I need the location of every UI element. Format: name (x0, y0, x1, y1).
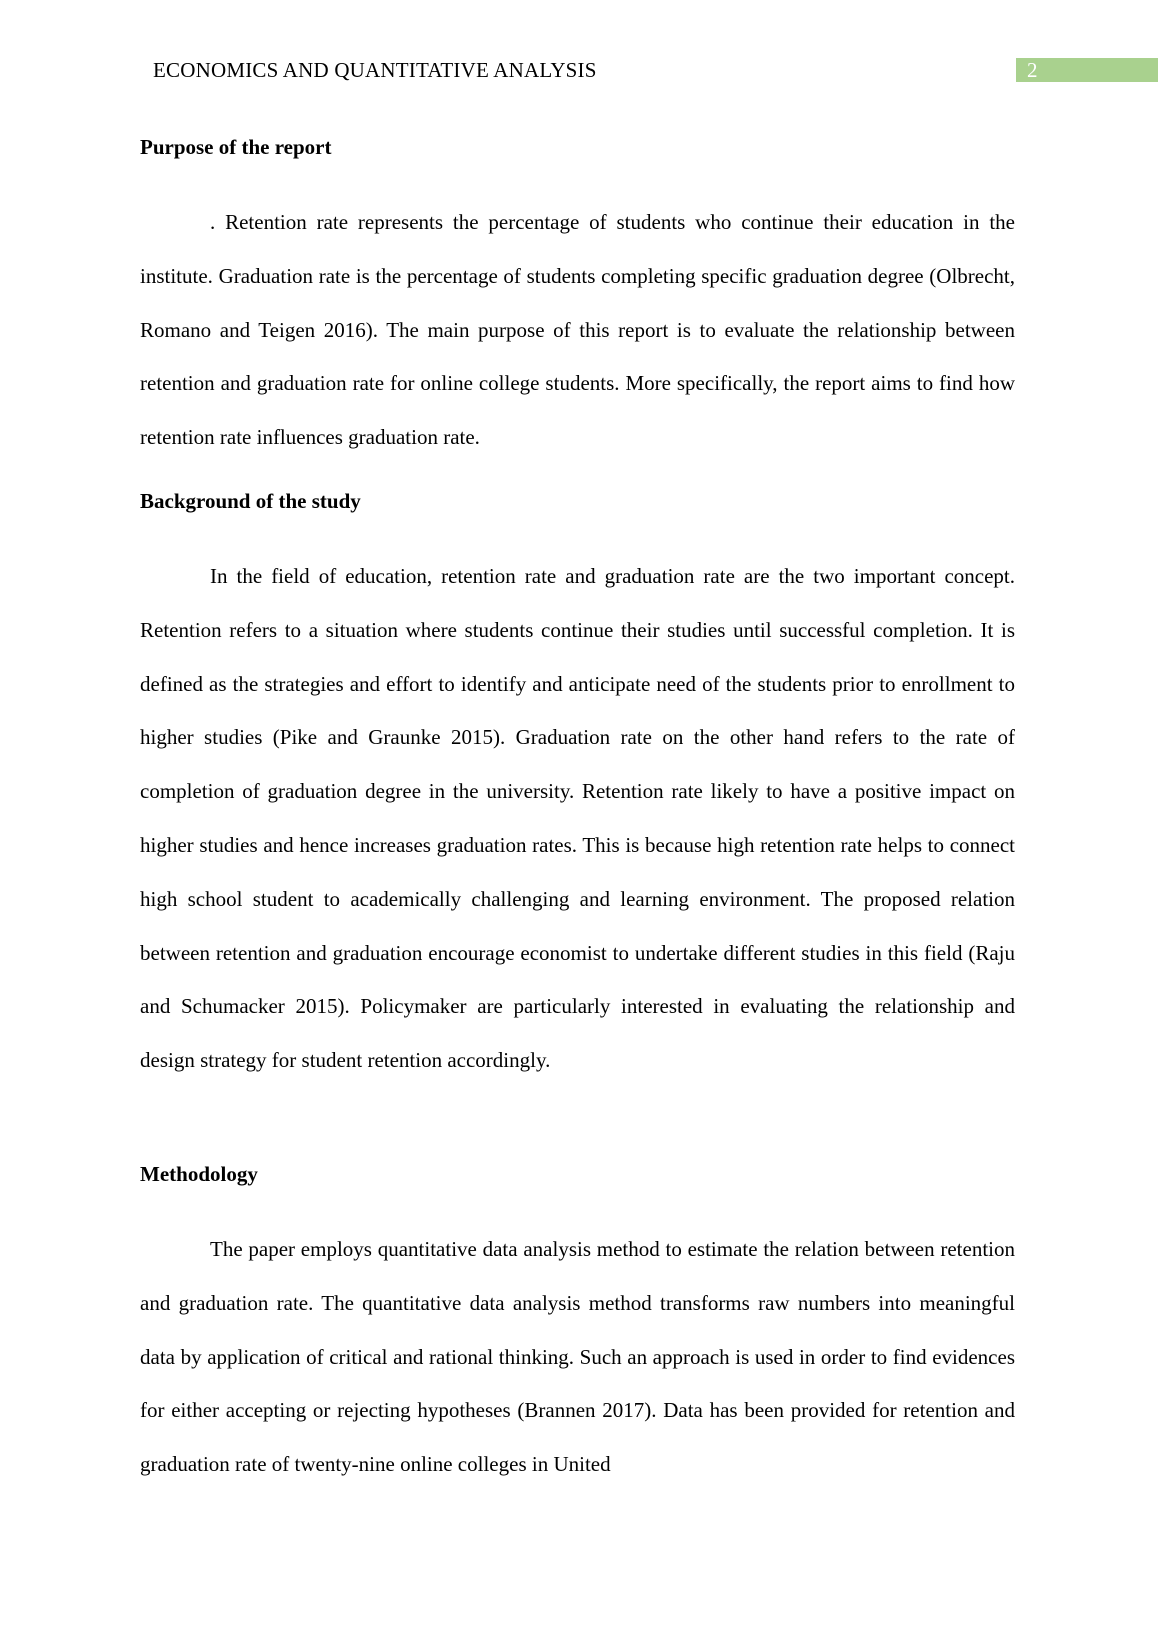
paragraph-background: In the field of education, retention rate and graduation rate are the two important concept. Retention refers to a situation where students continue their studies until successful completion. It is defined as the strategies and effort to identify and anticipate need of the students prior to enrollment to higher studies (Pike and Graunke 2015). Graduation rate on the other hand refers to the rate of completion of graduation degree in the university. Retention rate likely to have a positive impact on higher studies and hence increases graduation rates. This is because high retention rate helps to connect high school student to academically challenging and learning environment. The proposed relation between retention and graduation encourage economist to undertake different studies in this field (Raju and Schumacker 2015). Policymaker are particularly interested in evaluating the relationship and design strategy for student retention accordingly. (140, 564, 1015, 1073)
paragraph-methodology: The paper employs quantitative data analysis method to estimate the relation between retention and graduation rate. The quantitative data analysis method transforms raw numbers into meaningful data by application of critical and rational thinking. Such an approach is used in order to find evidences for either accepting or rejecting hypotheses (Brannen 2017). Data has been provided for retention and graduation rate of twenty-nine online colleges in United (140, 1237, 1015, 1477)
paragraph-purpose: . Retention rate represents the percentage of students who continue their education in the institute. Graduation rate is the percentage of students completing specific graduation degree (Olbrecht, Romano and Teigen 2016). The main purpose of this report is to evaluate the relationship between retention and graduation rate for online college students. More specifically, the report aims to find how retention rate influences graduation rate. (140, 210, 1015, 450)
running-header-title: ECONOMICS AND QUANTITATIVE ANALYSIS (153, 58, 597, 82)
section-heading-methodology: Methodology (140, 1162, 258, 1186)
section-heading-purpose: Purpose of the report (140, 135, 332, 159)
page-number-badge: 2 (1016, 58, 1158, 82)
section-heading-background: Background of the study (140, 489, 361, 513)
